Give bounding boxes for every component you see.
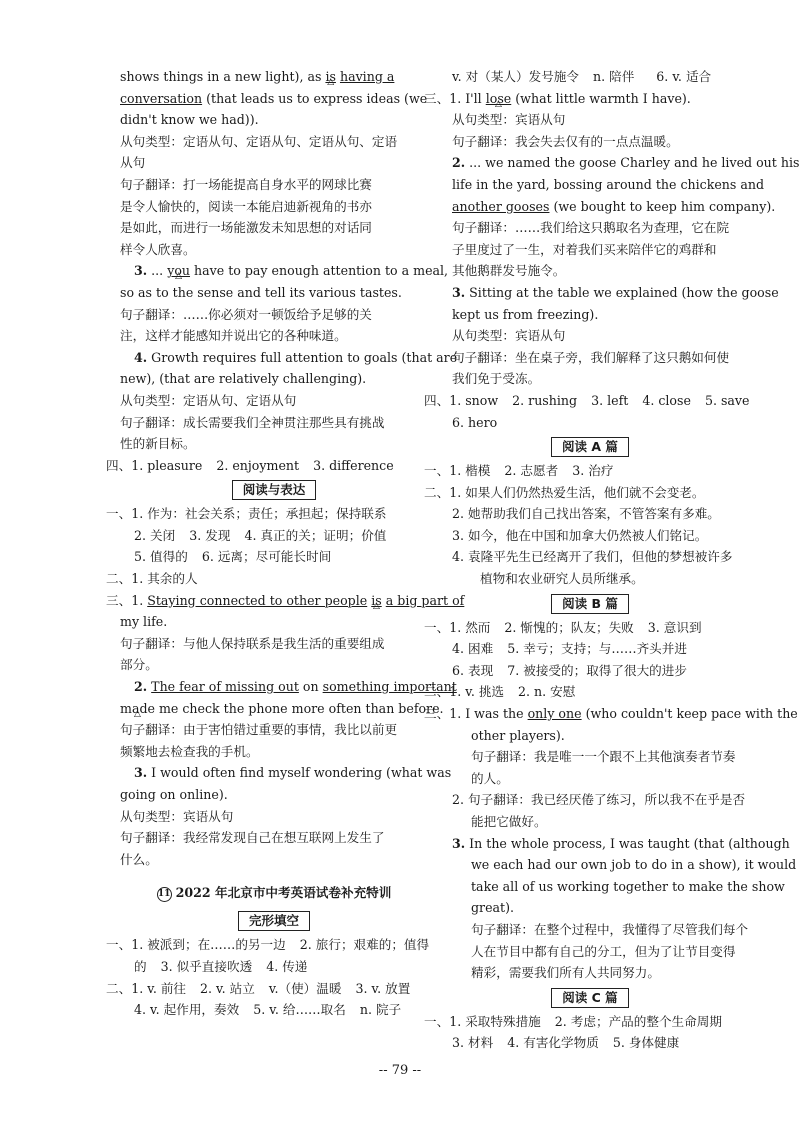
text: 3. difference [313,457,394,473]
translation: 2. 句子翻译：我已经厌倦了练习，所以我不在乎是否 [452,792,746,808]
translation: 句子翻译：在整个过程中，我懂得了尽管我们每个 [471,921,749,937]
text: shows things in a new light), as [120,69,322,84]
heading-text: 阅读 A 篇 [551,437,629,457]
translation: 精彩，需要我们所有人共同努力。 [471,965,660,981]
translation: 性的新目标。 [120,436,196,452]
text: 三、1. [106,592,144,608]
text-line: other players). [471,727,565,743]
translation: 句子翻译：我会失去仅有的一点点温暖。 [452,133,679,149]
answer-line [424,460,742,482]
answer-line [424,1011,742,1033]
answer-line [120,999,428,1021]
text: 4. 传递 [266,958,308,974]
text-line: take all of us working together to make the show [471,878,785,894]
text: 6. 远离；尽可能长时间 [201,549,332,565]
boxed-heading-reading-c [438,987,742,1009]
text: (who couldn't keep pace with the [585,706,798,722]
text: 二、1. v. 前往 [106,980,187,996]
text: 二、1. v. 挑选 [424,684,505,700]
text-line [120,66,428,88]
text: me check the phone more often than before. [158,700,444,716]
underlined-phrase: a big part of [385,592,465,608]
boxed-heading [120,910,428,932]
translation: 我们免于受冻。 [452,371,541,387]
question-number: 3. [134,263,148,279]
text: 5. 值得的 [134,549,188,565]
clause-type: 从句类型：定语从句、定语从句 [120,392,297,408]
answer-line: 3. 如今，他在中国和加拿大仍然被人们铭记。 [452,527,708,543]
text: Growth requires full attention to goals (that are [151,349,458,365]
text: 4. 有害化学物质 [507,1035,599,1051]
text-line [120,88,428,110]
text-line: going on online). [120,787,228,802]
answer-line [438,282,779,304]
text: 2. 旅行；艰难的；值得 [299,937,430,953]
text: (what little warmth I have). [515,90,691,106]
text-line [120,698,444,720]
text: 3. 发现 [189,527,231,543]
answer-line: 4. 袁隆平先生已经离开了我们，但他的梦想被许多 [452,549,733,565]
text: 3. 材料 [452,1035,494,1051]
answer-line [120,525,428,547]
answer-line [438,638,742,660]
answer-line [120,676,457,698]
answer-line [438,152,800,174]
question-4 [120,347,458,369]
section-title-text: 2022 年北京市中考英语试卷补充特训 [175,885,392,901]
translation: 句子翻译：打一场能提高自身水平的网球比赛 [120,176,372,192]
text: 2. enjoyment [216,457,300,473]
text: 2. 关闭 [134,527,176,543]
text: made △ [120,698,155,720]
text: n. 陪伴 [592,69,635,84]
text: have to pay enough attention to a meal, [194,263,449,279]
text: I would often find myself wondering (what was [151,765,452,781]
answer-line [120,546,428,568]
answer-line: 2. 她帮助我们自己找出答案，不管答案有多难。 [452,506,720,522]
answer-line [438,660,742,682]
boxed-heading-reading-b [438,593,742,615]
translation: 句子翻译：与他人保持联系是我生活的重要组成 [120,635,385,651]
underlined-phrase: only one [527,706,582,722]
text: 2. n. 安慰 [518,684,576,700]
text: (we bought to keep him company). [553,198,776,214]
text-line: life in the yard, bossing around the chickens and [452,176,765,192]
text: 一、1. 楷模 [424,463,491,479]
text: 4. v. 起作用，奏效 [134,1002,240,1018]
translation: 人在节目中都有自己的分工，但为了让节目变得 [471,943,736,959]
text-line: didn't know we had)). [120,112,259,128]
clause-type: 从句类型：宾语从句 [452,112,566,128]
underlined-phrase: conversation [120,90,203,106]
text: ... we named the goose Charley and he lived out his [469,155,800,171]
translation: 句子翻译：我是唯一一个跟不上其他演奏者节奏 [471,749,736,765]
question-3 [120,260,449,282]
underlined-word: you △ [167,260,190,282]
translation: 频繁地去检查我的手机。 [120,743,259,759]
translation: 是令人愉快的，阅读一本能启迪新视角的书亦 [120,198,372,214]
text: 3. left [591,392,629,408]
text: 2. 惭愧的；队友；失败 [504,619,634,635]
text: 2. 志愿者 [504,463,559,479]
text: 3. 治疗 [572,463,614,479]
translation: 其他鹅群发号施令。 [452,263,566,279]
question-number: 3. [452,284,466,300]
text-line: my life. [120,614,168,630]
translation: 的人。 [471,770,509,786]
answer-line: 二、1. 如果人们仍然热爱生活，他们就不会变老。 [424,484,705,500]
text: 一、1. 采取特殊措施 [424,1013,541,1029]
underlined-phrase: Staying connected to other people [147,592,368,608]
section-4 [424,390,750,412]
text: 7. 被接受的；取得了很大的进步 [507,662,687,678]
section-number-badge: 11 [157,887,172,902]
translation: 句子翻译：……我们给这只鹅取名为查理，它在院 [452,220,730,236]
answer-line [106,590,465,612]
answer-line [106,934,428,956]
text: 4. 真正的关；证明；价值 [244,527,387,543]
answer-line [438,66,742,88]
text: 2. rushing [512,392,578,408]
question-number: 2. [134,679,148,695]
clause-type: 从句类型：宾语从句 [120,808,234,824]
section-4 [106,455,428,477]
text-line [438,196,776,218]
page-number: -- 79 -- [378,1063,422,1078]
boxed-heading [120,479,428,501]
text: v.（使）温暖 [268,980,342,996]
question-number: 3. [452,835,466,851]
underlined-phrase: something important [322,679,457,695]
text: 2. 考虑；产品的整个生命周期 [554,1013,722,1029]
underlined-phrase: having a [339,69,395,84]
heading-text: 阅读 C 篇 [551,988,628,1008]
heading-text: 阅读 B 篇 [551,594,629,614]
text: 3. 似乎直接吹透 [160,958,253,974]
text: 6. v. 适合 [656,69,712,84]
text: (that leads us to express ideas (we [206,90,428,106]
section-title [120,882,428,904]
translation: 句子翻译：我经常发现自己在想互联网上发生了 [120,830,385,846]
heading-text: 完形填空 [238,911,310,931]
clause-type: 从句类型：定语从句、定语从句、定语从句、定语 [120,133,398,149]
answer-line [424,703,798,725]
underlined-word: lose △ [486,88,512,110]
answer-line [438,833,790,855]
underlined-word: is △ [325,66,336,88]
text: ... [151,263,164,279]
text-line: so as to the sense and tell its various tastes. [120,284,402,300]
translation: 是如此，而进行一场能激发未知思想的对话同 [120,220,372,236]
text-line: kept us from freezing). [452,306,599,322]
heading-text: 阅读与表达 [232,480,317,500]
answer-line [438,1032,742,1054]
text: 4. close [642,392,691,408]
answer-line: 二、1. 其余的人 [106,571,198,587]
text: 5. 幸亏；支持；与……齐头并进 [507,641,687,657]
translation: 句子翻译：由于害怕错过重要的事情，我比以前更 [120,722,398,738]
text-line: new), (that are relatively challenging). [120,371,367,387]
text: In the whole process, I was taught (that (although [469,835,790,851]
translation: 句子翻译：……你必须对一顿饭给予足够的关 [120,306,372,322]
translation: 注，这样才能感知并说出它的各种味道。 [120,328,347,344]
underlined-word: is △ [371,590,382,612]
text: 5. v. 给……取名 [253,1002,346,1018]
translation: 句子翻译：坐在桌子旁，我们解释了这只鹅如何使 [452,349,730,365]
text: 四、1. snow [424,392,499,408]
answer-line [106,978,428,1000]
clause-type: 从句类型：宾语从句 [452,328,566,344]
question-number: 2. [452,155,466,171]
text: n. 院子 [359,1002,402,1018]
question-number: 4. [134,349,148,365]
text: 2. v. 站立 [200,980,255,996]
text: 5. save [704,392,750,408]
translation: 部分。 [120,657,158,673]
text: Sitting at the table we explained (how the goose [469,284,779,300]
text: 的 [134,958,147,974]
text: 6. 表现 [452,662,494,678]
text-line: great). [471,900,515,916]
answer-line [424,681,742,703]
translation: 能把它做好。 [471,814,547,829]
underlined-phrase: another gooses [452,198,550,214]
translation: 什么。 [120,851,158,867]
translation: 句子翻译：成长需要我们全神贯注那些具有挑战 [120,414,385,430]
text: 三、1. I'll [424,90,482,106]
translation: 子里度过了一生，对着我们买来陪伴它的鸡群和 [452,241,717,257]
text: 四、1. pleasure [106,457,203,473]
text: v. 对（某人）发号施令 [452,69,579,84]
underlined-phrase: The fear of missing out [151,679,299,695]
text: 3. 意识到 [647,619,702,635]
text: 5. 身体健康 [612,1035,680,1051]
answer-line: 6. hero [452,414,498,430]
answer-line [120,762,452,784]
answer-line [120,956,428,978]
answer-line: 一、1. 作为：社会关系；责任；承担起；保持联系 [106,506,387,522]
answer-line: 植物和农业研究人员所继承。 [480,571,644,587]
text: 4. 困难 [452,641,494,657]
text: 三、1. I was the [424,706,524,722]
text-line: 从句 [120,155,146,171]
question-number: 3. [134,765,148,781]
translation: 样令人欣喜。 [120,241,196,257]
text: on [302,679,319,695]
text: 3. v. 放置 [355,980,411,996]
answer-line [424,88,742,110]
text-line: we each had our own job to do in a show), it would [471,857,797,873]
boxed-heading-reading-a [438,436,742,458]
answer-line [424,617,742,639]
text: 一、1. 然而 [424,619,491,635]
text: 一、1. 被派到；在……的另一边 [106,937,286,953]
